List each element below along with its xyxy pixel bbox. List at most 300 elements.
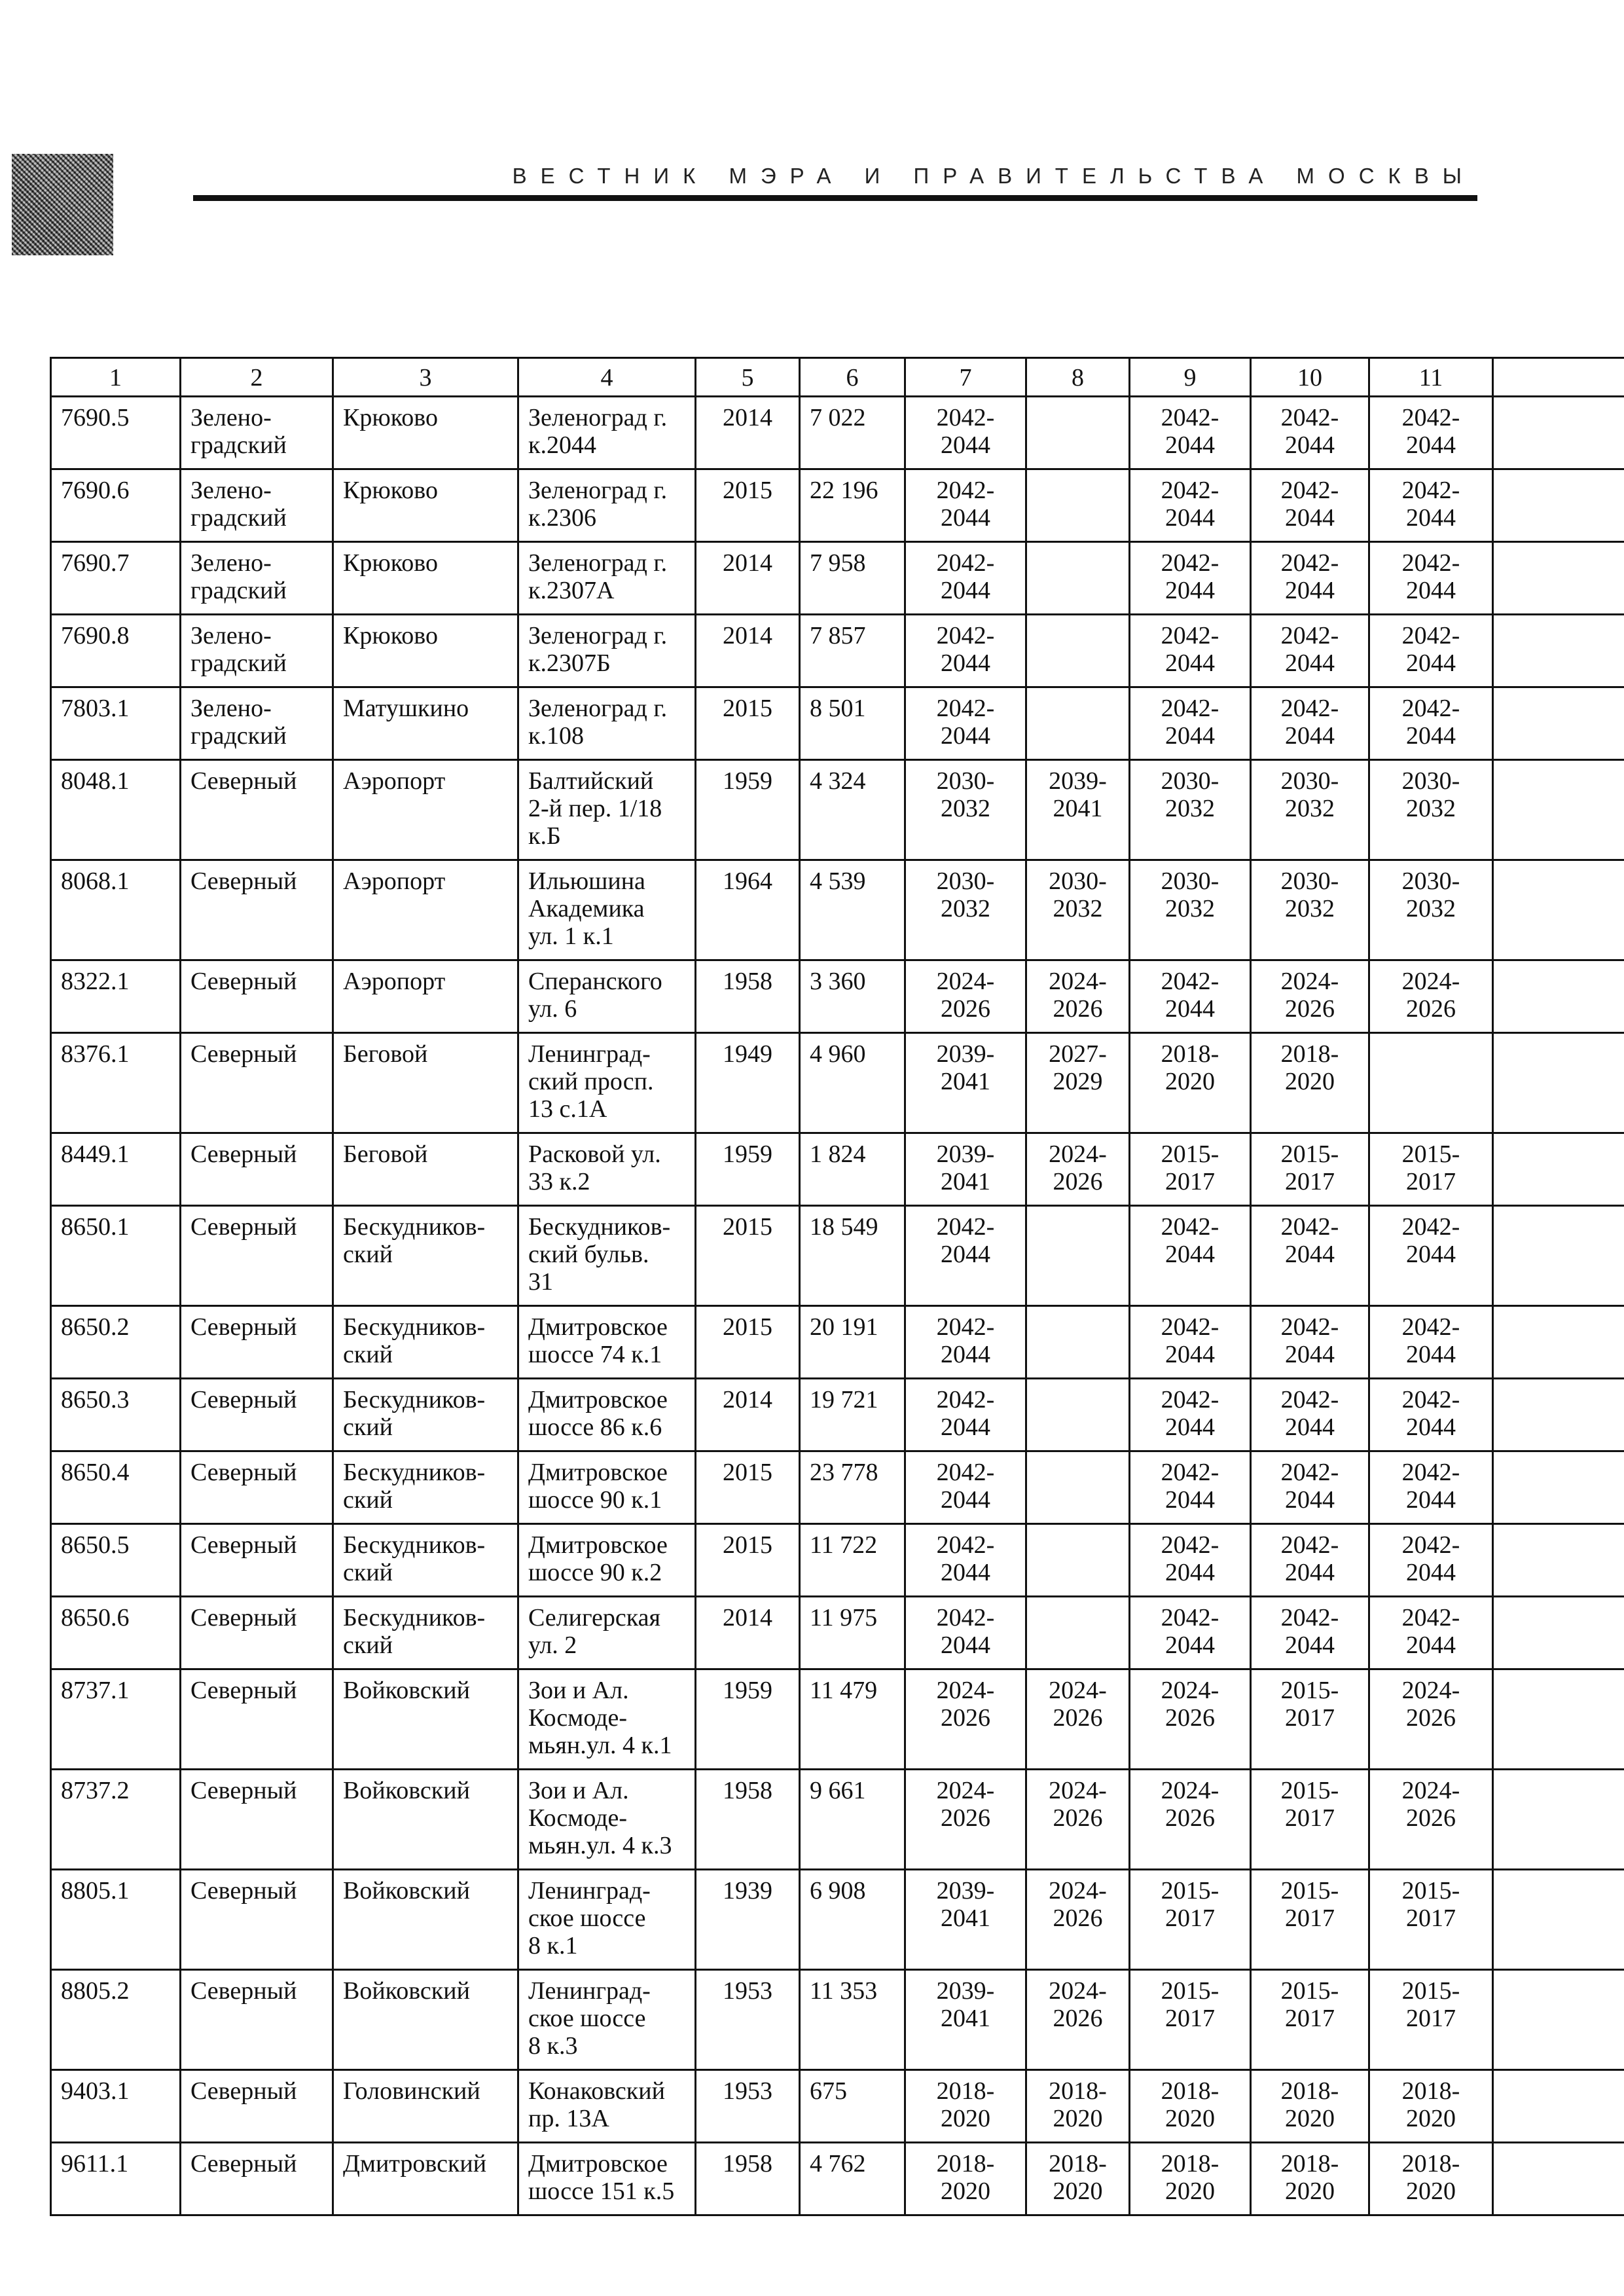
area-cell (333, 1524, 518, 1597)
period-col9-line: 2024- (1161, 1777, 1219, 1804)
area-cell (333, 1451, 518, 1524)
column-header-8: 8 (1026, 358, 1130, 397)
area-line: Крюково (343, 477, 438, 504)
floor-area-cell: 23 778 (800, 1451, 905, 1524)
period-col9-line: 2020 (1165, 2105, 1215, 2132)
period-col7-line: 2041 (941, 1904, 990, 1932)
year-built-cell: 2014 (696, 615, 800, 687)
floor-area-cell: 18 549 (800, 1206, 905, 1306)
address-cell (518, 1033, 696, 1133)
period-col9-line: 2017 (1165, 1168, 1215, 1195)
period-col7-cell (905, 1524, 1026, 1597)
table-row (51, 1597, 1624, 1669)
period-col7-line: 2026 (941, 1804, 990, 1832)
period-col10-cell (1251, 860, 1369, 960)
district-line: Северный (190, 1386, 297, 1413)
district-cell (181, 542, 333, 615)
period-col11-cell (1369, 1451, 1493, 1524)
period-col7-cell (905, 960, 1026, 1033)
address-line: к.2307Б (528, 649, 611, 677)
address-line: 8 к.3 (528, 2032, 578, 2060)
period-col9-cell (1130, 960, 1251, 1033)
area-line: Войковский (343, 1777, 470, 1804)
table-row (51, 615, 1624, 687)
address-line: шоссе 86 к.6 (528, 1413, 662, 1441)
table-row (51, 1970, 1624, 2070)
period-col11-line: 2042- (1401, 477, 1460, 504)
period-col10-line: 2042- (1280, 622, 1339, 649)
period-col8-cell (1026, 1870, 1130, 1970)
period-col8-line: 2024- (1049, 1977, 1107, 2005)
period-col11-line: 2024- (1401, 1677, 1460, 1704)
district-line: Северный (190, 1977, 297, 2005)
extra-cell (1493, 542, 1624, 615)
period-col8-cell (1026, 542, 1130, 615)
period-col8-cell (1026, 687, 1130, 760)
table-row (51, 1033, 1624, 1133)
period-col10-cell (1251, 1451, 1369, 1524)
period-col9-line: 2044 (1165, 1486, 1215, 1514)
period-col9-cell (1130, 1033, 1251, 1133)
district-line: Северный (190, 1459, 297, 1486)
period-col7-cell (905, 397, 1026, 469)
period-col11-line: 2020 (1406, 2105, 1456, 2132)
period-col10-line: 2042- (1280, 404, 1339, 431)
period-col11-line: 2032 (1406, 895, 1456, 922)
address-cell (518, 1133, 696, 1206)
address-cell (518, 1770, 696, 1870)
period-col11-line: 2044 (1406, 649, 1456, 677)
district-line: Зелено- (190, 549, 272, 577)
floor-area-cell: 4 960 (800, 1033, 905, 1133)
address-cell (518, 1379, 696, 1451)
period-col7-line: 2026 (941, 1704, 990, 1732)
period-col9-line: 2032 (1165, 895, 1215, 922)
table-row (51, 1524, 1624, 1597)
year-built-cell: 1949 (696, 1033, 800, 1133)
period-col10-line: 2042- (1280, 695, 1339, 722)
district-line: Северный (190, 1531, 297, 1559)
address-line: шоссе 74 к.1 (528, 1341, 662, 1368)
address-line: Зеленоград г. (528, 477, 668, 504)
period-col7-cell (905, 860, 1026, 960)
period-col7-line: 2042- (936, 1386, 995, 1413)
period-col9-cell (1130, 542, 1251, 615)
period-col7-line: 2042- (936, 1213, 995, 1241)
period-col7-line: 2042- (936, 404, 995, 431)
table-header-row (51, 358, 1624, 397)
floor-area-cell: 11 479 (800, 1669, 905, 1770)
period-col10-line: 2042- (1280, 477, 1339, 504)
period-col7-cell (905, 1133, 1026, 1206)
year-built-cell: 2014 (696, 542, 800, 615)
extra-cell (1493, 960, 1624, 1033)
period-col10-line: 2044 (1285, 504, 1335, 532)
district-line: Зелено- (190, 695, 272, 722)
area-line: Матушкино (343, 695, 469, 722)
table-row (51, 2143, 1624, 2215)
table-row (51, 1870, 1624, 1970)
period-col10-line: 2042- (1280, 1213, 1339, 1241)
district-line: Северный (190, 1777, 297, 1804)
area-line: Войковский (343, 1977, 470, 2005)
period-col10-line: 2032 (1285, 795, 1335, 822)
object-id-cell: 9403.1 (51, 2070, 181, 2143)
area-line: Войковский (343, 1877, 470, 1904)
period-col9-cell (1130, 1770, 1251, 1870)
period-col11-line: 2026 (1406, 995, 1456, 1023)
address-line: Балтийский (528, 767, 654, 795)
area-line: Бескудников- (343, 1531, 486, 1559)
address-line: ул. 1 к.1 (528, 922, 614, 950)
period-col10-line: 2044 (1285, 1559, 1335, 1586)
extra-cell (1493, 1597, 1624, 1669)
area-cell (333, 2070, 518, 2143)
extra-cell (1493, 1970, 1624, 2070)
column-header-4: 4 (518, 358, 696, 397)
period-col11-line: 2042- (1401, 404, 1460, 431)
period-col7-line: 2018- (936, 2150, 995, 2178)
period-col10-line: 2044 (1285, 1241, 1335, 1268)
period-col10-line: 2042- (1280, 1531, 1339, 1559)
period-col7-line: 2039- (936, 1977, 995, 2005)
area-cell (333, 2143, 518, 2215)
period-col11-line: 2015- (1401, 1140, 1460, 1168)
period-col11-line: 2042- (1401, 1604, 1460, 1631)
extra-cell (1493, 1669, 1624, 1770)
period-col8-cell (1026, 1770, 1130, 1870)
district-cell (181, 960, 333, 1033)
period-col11-line: 2030- (1401, 867, 1460, 895)
table-row (51, 2070, 1624, 2143)
period-col9-cell (1130, 397, 1251, 469)
district-cell (181, 1206, 333, 1306)
district-line: градский (190, 577, 287, 604)
address-line: мьян.ул. 4 к.3 (528, 1832, 672, 1859)
period-col9-line: 2015- (1161, 1140, 1219, 1168)
address-cell (518, 615, 696, 687)
address-line: ский бульв. (528, 1241, 649, 1268)
area-cell (333, 615, 518, 687)
period-col9-cell (1130, 1306, 1251, 1379)
column-header-extra (1493, 358, 1624, 397)
floor-area-cell: 11 353 (800, 1970, 905, 2070)
period-col7-line: 2041 (941, 1068, 990, 1095)
floor-area-cell: 4 324 (800, 760, 905, 860)
period-col11-cell (1369, 1133, 1493, 1206)
area-line: Войковский (343, 1677, 470, 1704)
address-line: Зеленоград г. (528, 549, 668, 577)
period-col9-line: 2026 (1165, 1804, 1215, 1832)
period-col10-line: 2017 (1285, 1904, 1335, 1932)
district-line: градский (190, 504, 287, 532)
period-col10-line: 2015- (1280, 1677, 1339, 1704)
period-col9-cell (1130, 1451, 1251, 1524)
period-col11-line: 2044 (1406, 1486, 1456, 1514)
period-col9-line: 2042- (1161, 1604, 1219, 1631)
period-col7-line: 2042- (936, 477, 995, 504)
object-id-cell: 8068.1 (51, 860, 181, 960)
period-col10-line: 2042- (1280, 1459, 1339, 1486)
area-cell (333, 1133, 518, 1206)
floor-area-cell: 4 539 (800, 860, 905, 960)
year-built-cell: 1959 (696, 1669, 800, 1770)
district-line: Северный (190, 1040, 297, 1068)
period-col11-cell (1369, 542, 1493, 615)
period-col10-line: 2020 (1285, 2105, 1335, 2132)
period-col9-cell (1130, 1597, 1251, 1669)
district-cell (181, 1133, 333, 1206)
period-col11-line: 2044 (1406, 1559, 1456, 1586)
period-col11-line: 2017 (1406, 1904, 1456, 1932)
period-col10-line: 2018- (1280, 1040, 1339, 1068)
table-row (51, 1306, 1624, 1379)
period-col11-cell (1369, 2143, 1493, 2215)
period-col10-cell (1251, 1306, 1369, 1379)
column-header-6: 6 (800, 358, 905, 397)
column-header-1: 1 (51, 358, 181, 397)
year-built-cell: 1959 (696, 1133, 800, 1206)
year-built-cell: 1958 (696, 2143, 800, 2215)
period-col11-line: 2026 (1406, 1804, 1456, 1832)
period-col11-cell (1369, 469, 1493, 542)
period-col7-line: 2044 (941, 1341, 990, 1368)
floor-area-cell: 3 360 (800, 960, 905, 1033)
period-col8-line: 2020 (1053, 2178, 1103, 2205)
period-col10-cell (1251, 2143, 1369, 2215)
address-line: ул. 6 (528, 995, 577, 1023)
period-col9-cell (1130, 1524, 1251, 1597)
period-col8-cell (1026, 1133, 1130, 1206)
district-cell (181, 1306, 333, 1379)
period-col7-line: 2020 (941, 2178, 990, 2205)
address-cell (518, 960, 696, 1033)
period-col11-cell (1369, 1597, 1493, 1669)
address-line: 31 (528, 1268, 553, 1296)
period-col9-line: 2044 (1165, 649, 1215, 677)
extra-cell (1493, 2070, 1624, 2143)
period-col10-line: 2018- (1280, 2150, 1339, 2178)
object-id-cell: 8650.3 (51, 1379, 181, 1451)
period-col9-line: 2044 (1165, 577, 1215, 604)
address-line: Космоде- (528, 1804, 628, 1832)
object-id-cell: 8322.1 (51, 960, 181, 1033)
period-col8-cell (1026, 2143, 1130, 2215)
period-col7-line: 2024- (936, 968, 995, 995)
period-col8-line: 2039- (1049, 767, 1107, 795)
period-col8-line: 2030- (1049, 867, 1107, 895)
address-line: Зеленоград г. (528, 622, 668, 649)
period-col8-line: 2024- (1049, 1777, 1107, 1804)
extra-cell (1493, 1379, 1624, 1451)
period-col8-cell (1026, 469, 1130, 542)
period-col10-cell (1251, 397, 1369, 469)
column-header-2: 2 (181, 358, 333, 397)
period-col9-line: 2042- (1161, 1213, 1219, 1241)
address-line: ул. 2 (528, 1631, 577, 1659)
district-line: Северный (190, 1140, 297, 1168)
period-col7-line: 2044 (941, 1631, 990, 1659)
period-col11-cell (1369, 1669, 1493, 1770)
period-col11-line: 2044 (1406, 504, 1456, 532)
address-cell (518, 1524, 696, 1597)
period-col11-line: 2042- (1401, 549, 1460, 577)
address-cell (518, 760, 696, 860)
period-col7-line: 2041 (941, 1168, 990, 1195)
period-col10-line: 2042- (1280, 549, 1339, 577)
period-col8-cell (1026, 1669, 1130, 1770)
area-line: Крюково (343, 622, 438, 649)
year-built-cell: 1953 (696, 2070, 800, 2143)
area-line: ский (343, 1559, 393, 1586)
period-col10-line: 2044 (1285, 1413, 1335, 1441)
period-col11-line: 2044 (1406, 1341, 1456, 1368)
year-built-cell: 1959 (696, 760, 800, 860)
period-col10-line: 2032 (1285, 895, 1335, 922)
extra-cell (1493, 1524, 1624, 1597)
floor-area-cell: 4 762 (800, 2143, 905, 2215)
area-line: Бескудников- (343, 1386, 486, 1413)
object-id-cell: 7690.6 (51, 469, 181, 542)
period-col9-cell (1130, 1206, 1251, 1306)
floor-area-cell: 22 196 (800, 469, 905, 542)
period-col8-line: 2026 (1053, 1168, 1103, 1195)
period-col9-cell (1130, 1669, 1251, 1770)
period-col10-cell (1251, 760, 1369, 860)
period-col8-cell (1026, 1970, 1130, 2070)
column-header-3: 3 (333, 358, 518, 397)
period-col10-line: 2026 (1285, 995, 1335, 1023)
period-col9-cell (1130, 687, 1251, 760)
period-col11-cell (1369, 1524, 1493, 1597)
address-line: Космоде- (528, 1704, 628, 1732)
period-col7-line: 2044 (941, 504, 990, 532)
period-col7-line: 2044 (941, 1559, 990, 1586)
floor-area-cell: 20 191 (800, 1306, 905, 1379)
housing-table (50, 357, 1624, 2216)
object-id-cell: 7690.5 (51, 397, 181, 469)
period-col9-line: 2015- (1161, 1977, 1219, 2005)
period-col11-line: 2015- (1401, 1877, 1460, 1904)
period-col10-cell (1251, 615, 1369, 687)
district-cell (181, 1669, 333, 1770)
object-id-cell: 8048.1 (51, 760, 181, 860)
district-cell (181, 1770, 333, 1870)
period-col8-line: 2018- (1049, 2077, 1107, 2105)
floor-area-cell: 6 908 (800, 1870, 905, 1970)
address-cell (518, 2143, 696, 2215)
address-line: ское шоссе (528, 1904, 646, 1932)
area-cell (333, 1870, 518, 1970)
address-cell (518, 542, 696, 615)
floor-area-cell: 11 722 (800, 1524, 905, 1597)
period-col7-cell (905, 1870, 1026, 1970)
period-col10-line: 2042- (1280, 1604, 1339, 1631)
period-col10-line: 2042- (1280, 1386, 1339, 1413)
district-line: градский (190, 649, 287, 677)
period-col9-line: 2044 (1165, 995, 1215, 1023)
period-col11-line: 2042- (1401, 695, 1460, 722)
period-col10-cell (1251, 1033, 1369, 1133)
period-col7-cell (905, 2070, 1026, 2143)
area-line: Бескудников- (343, 1313, 486, 1341)
period-col10-line: 2044 (1285, 1631, 1335, 1659)
extra-cell (1493, 1133, 1624, 1206)
period-col7-line: 2032 (941, 795, 990, 822)
address-cell (518, 1451, 696, 1524)
period-col9-line: 2044 (1165, 1341, 1215, 1368)
period-col9-line: 2024- (1161, 1677, 1219, 1704)
period-col8-cell (1026, 1033, 1130, 1133)
period-col7-line: 2020 (941, 2105, 990, 2132)
period-col11-line: 2044 (1406, 431, 1456, 459)
period-col8-line: 2041 (1053, 795, 1103, 822)
period-col7-line: 2044 (941, 431, 990, 459)
period-col9-line: 2030- (1161, 867, 1219, 895)
area-line: Бескудников- (343, 1213, 486, 1241)
period-col9-line: 2042- (1161, 695, 1219, 722)
period-col10-line: 2015- (1280, 1977, 1339, 2005)
area-cell (333, 1206, 518, 1306)
address-line: шоссе 151 к.5 (528, 2178, 675, 2205)
period-col11-cell (1369, 1206, 1493, 1306)
period-col10-cell (1251, 1133, 1369, 1206)
period-col7-line: 2024- (936, 1677, 995, 1704)
period-col9-line: 2044 (1165, 722, 1215, 750)
table-row (51, 1379, 1624, 1451)
period-col11-line: 2017 (1406, 2005, 1456, 2032)
area-line: Аэропорт (343, 968, 446, 995)
masthead-title: ВЕСТНИК МЭРА И ПРАВИТЕЛЬСТВА МОСКВЫ (512, 164, 1475, 188)
area-line: Аэропорт (343, 767, 446, 795)
address-line: 2-й пер. 1/18 (528, 795, 662, 822)
period-col9-line: 2044 (1165, 1559, 1215, 1586)
area-cell (333, 1770, 518, 1870)
period-col9-cell (1130, 615, 1251, 687)
area-cell (333, 1306, 518, 1379)
address-line: к.2307А (528, 577, 615, 604)
period-col10-cell (1251, 687, 1369, 760)
area-line: Головинский (343, 2077, 480, 2105)
period-col9-cell (1130, 1133, 1251, 1206)
area-cell (333, 687, 518, 760)
period-col7-cell (905, 469, 1026, 542)
district-cell (181, 860, 333, 960)
district-line: Северный (190, 767, 297, 795)
address-line: Ленинград- (528, 1877, 651, 1904)
period-col9-line: 2026 (1165, 1704, 1215, 1732)
period-col7-line: 2044 (941, 1241, 990, 1268)
district-cell (181, 469, 333, 542)
period-col8-line: 2032 (1053, 895, 1103, 922)
period-col9-line: 2044 (1165, 504, 1215, 532)
period-col7-cell (905, 1970, 1026, 2070)
period-col10-line: 2044 (1285, 431, 1335, 459)
period-col10-cell (1251, 1870, 1369, 1970)
floor-area-cell: 8 501 (800, 687, 905, 760)
year-built-cell: 2015 (696, 1206, 800, 1306)
address-line: к.2044 (528, 431, 596, 459)
address-cell (518, 1970, 696, 2070)
period-col10-line: 2020 (1285, 1068, 1335, 1095)
period-col10-line: 2044 (1285, 1341, 1335, 1368)
period-col8-cell (1026, 1206, 1130, 1306)
extra-cell (1493, 760, 1624, 860)
period-col9-line: 2042- (1161, 1386, 1219, 1413)
district-line: градский (190, 722, 287, 750)
period-col7-cell (905, 1669, 1026, 1770)
period-col10-line: 2044 (1285, 722, 1335, 750)
